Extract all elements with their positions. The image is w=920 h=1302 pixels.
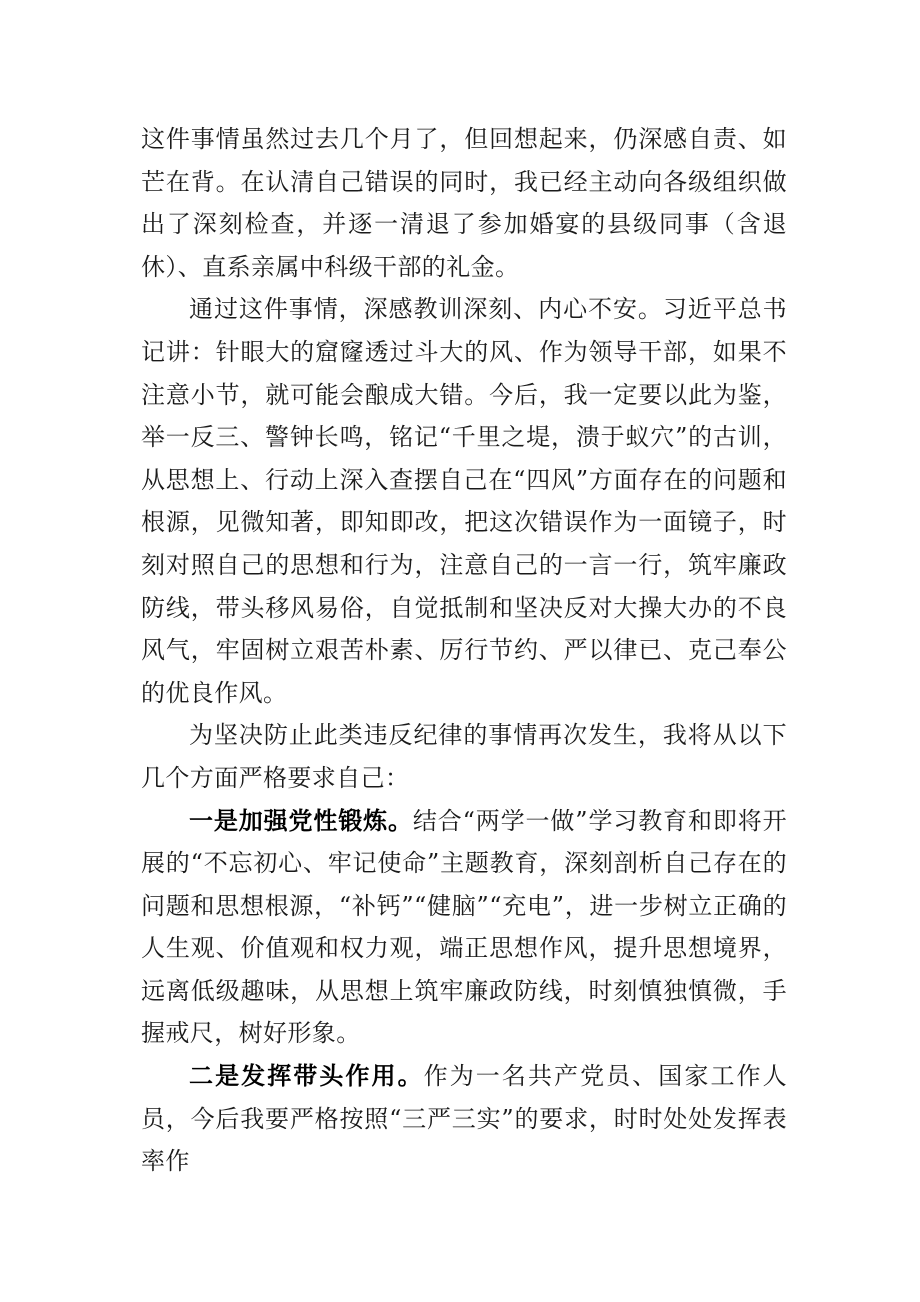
paragraph-text: 通过这件事情，深感教训深刻、内心不安。习近平总书记讲：针眼大的窟窿透过斗大的风、作为领导干部，如果不注意小节，就可能会酿成大错。今后，我一定要以此为鉴，举一反三、警钟长鸣，铭记“千里之堤，溃于蚁穴”的古训，从思想上、行动上深入查摆自己在“四风”方面存在的问题和根源，见微知著，即知即改，把这次错误作为一面镜子，时刻对照自己的思想和行为，注意自己的一言一行，筑牢廉政防线，带头移风易俗，自觉抵制和坚决反对大操大办的不良风气，牢固树立艰苦朴素、厉行节约、严以律已、克己奉公的优良作风。 bbox=[141, 295, 787, 707]
point-heading: 一是加强党性锻炼。 bbox=[189, 805, 413, 835]
paragraph-point-one bbox=[141, 800, 787, 1056]
paragraph-text: 为坚决防止此类违反纪律的事情再次发生，我将从以下几个方面严格要求自己： bbox=[141, 721, 787, 792]
paragraph-text: 作为一名共产党员、国家工作人员，今后我要严格按照“三严三实”的要求，时时处处发挥表率作 bbox=[141, 1062, 787, 1176]
point-heading: 二是发挥带头作用。 bbox=[189, 1061, 424, 1091]
paragraph-lessons bbox=[141, 288, 787, 714]
paragraph-point-two bbox=[141, 1055, 787, 1183]
paragraph-continuation bbox=[141, 118, 787, 288]
paragraph-text: 这件事情虽然过去几个月了，但回想起来，仍深感自责、如芒在背。在认清自己错误的同时，我已经主动向各级组织做出了深刻检查，并逐一清退了参加婚宴的县级同事（含退休）、直系亲属中科级干部的礼金。 bbox=[141, 125, 787, 281]
document-body bbox=[141, 118, 787, 1183]
paragraph-text: 结合“两学一做”学习教育和即将开展的“不忘初心、牢记使命”主题教育，深刻剖析自己存在的问题和思想根源，“补钙”“健脑”“充电”，进一步树立正确的人生观、价值观和权力观，端正思想作风，提升思想境界，远离低级趣味，从思想上筑牢廉政防线，时刻慎独慎微，手握戒尺，树好形象。 bbox=[141, 806, 787, 1048]
paragraph-intro bbox=[141, 714, 787, 799]
